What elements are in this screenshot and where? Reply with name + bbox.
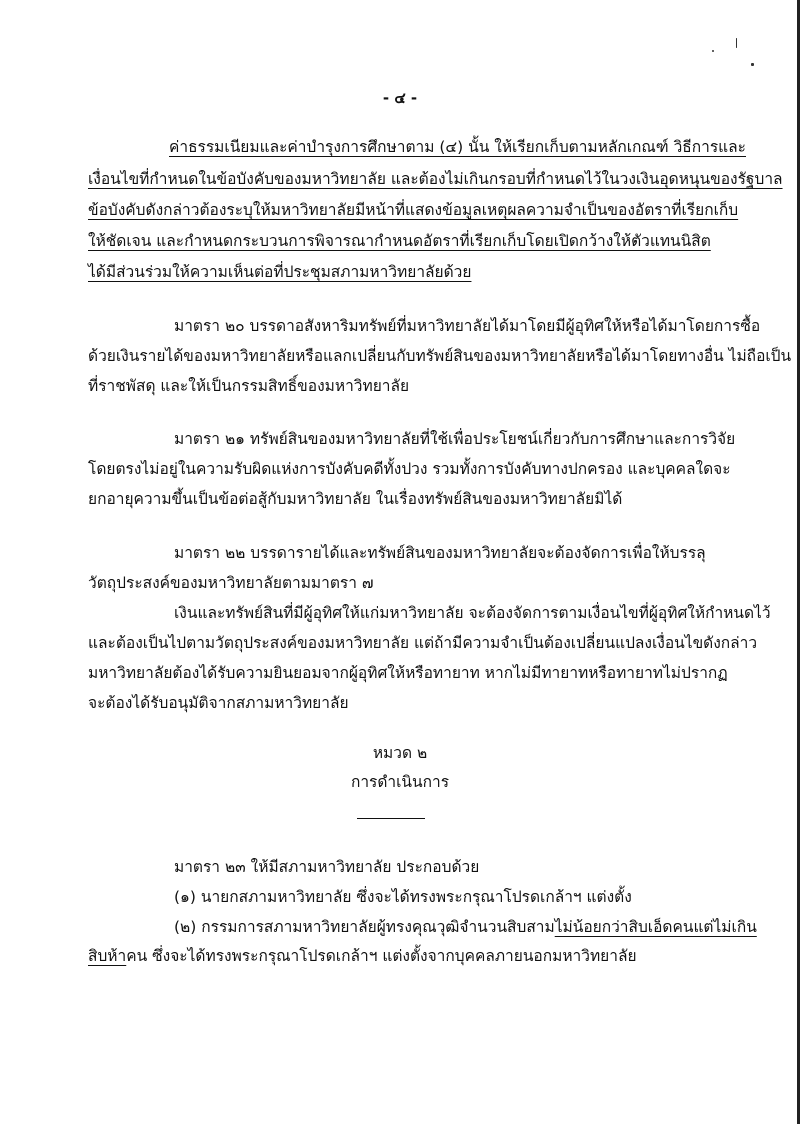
section22-line-5: มหาวิทยาลัยต้องได้รับความยินยอมจากผู้อุทิศให้หรือทายาท หากไม่มีทายาทหรือทายาทไม่ปรากฏ xyxy=(88,664,728,682)
section22-line-4: และต้องเป็นไปตามวัตถุประสงค์ของมหาวิทยาลัย แต่ถ้ามีความจำเป็นต้องเปลี่ยนแปลงเงื่อนไขดังกล่าว xyxy=(88,634,758,652)
section23-item1: (๑) นายกสภามหาวิทยาลัย ซึ่งจะได้ทรงพระกรุณาโปรดเกล้าฯ แต่งตั้ง xyxy=(174,888,632,906)
section22-line-2: วัตถุประสงค์ของมหาวิทยาลัยตามมาตรา ๗ xyxy=(88,574,374,592)
section23-item2-line1 xyxy=(174,917,757,937)
section23-item2-text-cont: คน ซึ่งจะได้ทรงพระกรุณาโปรดเกล้าฯ แต่งตั้งจากบุคคลภายนอกมหาวิทยาลัย xyxy=(126,947,637,965)
fees-line-2: เงื่อนไขที่กำหนดในข้อบังคับของมหาวิทยาลัย และต้องไม่เกินกรอบที่กำหนดไว้ในวงเงินอุดหนุนของรัฐบาล xyxy=(88,170,783,188)
section20-line-1: มาตรา ๒๐ บรรดาอสังหาริมทรัพย์ที่มหาวิทยาลัยได้มาโดยมีผู้อุทิศให้หรือได้มาโดยการซื้อ xyxy=(174,317,761,335)
section23-intro: มาตรา ๒๓ ให้มีสภามหาวิทยาลัย ประกอบด้วย xyxy=(174,858,480,876)
section20-line-2: ด้วยเงินรายได้ของมหาวิทยาลัยหรือแลกเปลี่ยนกับทรัพย์สินของมหาวิทยาลัยหรือได้มาโดยทางอื่น ไม่ถือเป็น xyxy=(88,347,792,365)
section21-line-1: มาตรา ๒๑ ทรัพย์สินของมหาวิทยาลัยที่ใช้เพื่อประโยชน์เกี่ยวกับการศึกษาและการวิจัย xyxy=(174,430,736,448)
section23-item2-amendment-cont: สิบห้า xyxy=(88,947,127,965)
section22-line-3: เงินและทรัพย์สินที่มีผู้อุทิศให้แก่มหาวิทยาลัย จะต้องจัดการตามเงื่อนไขที่ผู้อุทิศให้กำหนดไว้ xyxy=(174,604,771,622)
fees-line-4: ให้ชัดเจน และกำหนดกระบวนการพิจารณากำหนดอัตราที่เรียกเก็บโดยเปิดกว้างให้ตัวแทนนิสิต xyxy=(88,232,711,250)
fees-line-3: ข้อบังคับดังกล่าวต้องระบุให้มหาวิทยาลัยมีหน้าที่แสดงข้อมูลเหตุผลความจำเป็นของอัตราที่เรียกเก็บ xyxy=(88,201,739,219)
chapter-number: หมวด ๒ xyxy=(372,744,428,762)
section22-line-6: จะต้องได้รับอนุมัติจากสภามหาวิทยาลัย xyxy=(88,694,349,712)
section23-item2-amendment: ไม่น้อยกว่าสิบเอ็ดคนแต่ไม่เกิน xyxy=(554,918,757,936)
section20-line-3: ที่ราชพัสดุ และให้เป็นกรรมสิทธิ์ของมหาวิทยาลัย xyxy=(88,377,410,395)
page-number: - ๔ - xyxy=(382,89,418,107)
fees-line-5: ได้มีส่วนร่วมให้ความเห็นต่อที่ประชุมสภามหาวิทยาลัยด้วย xyxy=(88,263,472,281)
scan-mark xyxy=(751,63,754,66)
fees-line-1: ค่าธรรมเนียมและค่าบำรุงการศึกษาตาม (๔) นั้น ให้เรียกเก็บตามหลักเกณฑ์ วิธีการและ xyxy=(169,138,746,156)
chapter-divider xyxy=(357,818,425,819)
section23-item2-text: (๒) กรรมการสภามหาวิทยาลัยผู้ทรงคุณวุฒิจำนวนสิบสาม xyxy=(174,918,555,936)
section21-line-2: โดยตรงไม่อยู่ในความรับผิดแห่งการบังคับคดีทั้งปวง รวมทั้งการบังคับทางปกครอง และบุคคลใดจะ xyxy=(88,460,731,478)
scan-mark xyxy=(736,38,737,48)
section21-line-3: ยกอายุความขึ้นเป็นข้อต่อสู้กับมหาวิทยาลัย ในเรื่องทรัพย์สินของมหาวิทยาลัยมิได้ xyxy=(88,490,623,508)
section22-line-1: มาตรา ๒๒ บรรดารายได้และทรัพย์สินของมหาวิทยาลัยจะต้องจัดการเพื่อให้บรรลุ xyxy=(174,544,706,562)
section23-item2-line2 xyxy=(88,946,637,966)
chapter-title: การดำเนินการ xyxy=(350,773,450,791)
scan-mark xyxy=(712,50,714,52)
